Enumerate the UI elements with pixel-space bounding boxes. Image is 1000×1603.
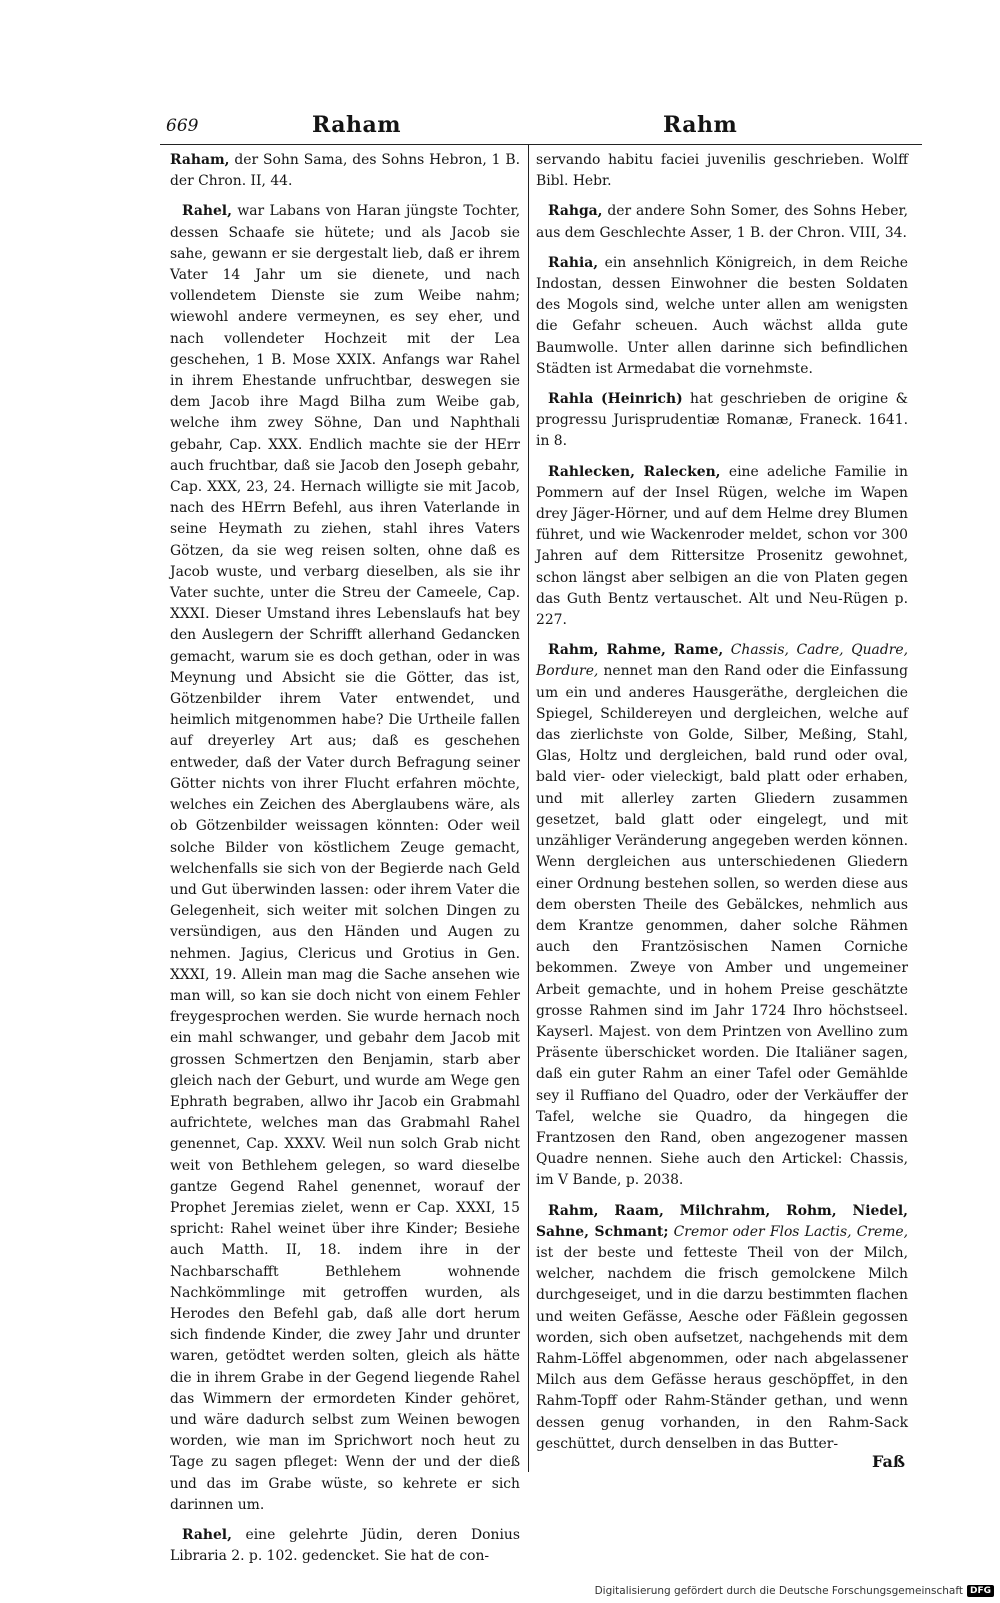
entry-rahm-rahme — [536, 640, 908, 1191]
entry-keyword: Rahel, — [182, 1527, 232, 1543]
entry-rahel — [170, 201, 520, 1516]
entry-latin: Cremor oder Flos Lactis, Creme, — [668, 1223, 909, 1240]
page-header — [160, 108, 922, 138]
left-column — [170, 150, 520, 1576]
continuation-text: servando habitu faciei juvenilis geschrieben. Wolff Bibl. Hebr. — [536, 152, 908, 190]
entry-raham — [170, 150, 520, 192]
entry-latin: Chassis, Cadre, Quadre, Bordure, — [536, 642, 908, 680]
right-running-head: Rahm — [663, 112, 738, 138]
column-divider — [528, 144, 529, 1472]
header-rule — [160, 144, 922, 145]
entry-text: eine gelehrte Jüdin, deren Donius Libraria 2. p. 102. gedencket. Sie hat de con- — [170, 1527, 520, 1565]
entry-rahel-juedin — [170, 1525, 520, 1567]
entry-text: der andere Sohn Somer, des Sohns Heber, aus dem Geschlechte Asser, 1 B. der Chron. VIII, 34. — [536, 203, 908, 241]
entry-text: ist der beste und fetteste Theil von der Milch, welcher, nachdem die frisch gemolckene Milch durchgeseiget, und in die darzu bestimmten flachen und weiten Gefässe, Aesche oder Fäßlein gegossen worden, sich oben aufsetzet, nachgehends mit dem Rahm-Löffel abgenommen, oder nach abgelassener Milch aus dem Gefässe heraus geschöpffet, in den Rahm-Topff oder Rahm-Ständer gethan, und wenn dessen genug vorhanden, in den Rahm-Sack geschüttet, durch denselben in das Butter- — [536, 1244, 908, 1452]
entry-text: war Labans von Haran jüngste Tochter, dessen Schaafe sie hütete; und als Jacob sie sahe, gewann er sie dergestalt lieb, daß er ihrem Vater 14 Jahr um sie dienete, und nach vollendetem Dienste sie zum Weibe nahm; wiewohl andere vermeynen, es sey eher, und nach vollendeter Hochzeit mit der Lea geschehen, 1 B. Mose XXIX. Anfangs war Rahel in ihrem Ehestande unfruchtbar, deswegen sie dem Jacob ihre Magd Bilha zum Weibe gab, welche ihm zwey Söhne, Dan und Naphthali gebahr, Cap. XXX. Endlich machte sie der HErr auch fruchtbar, daß sie Jacob den Joseph gebahr, Cap. XXX, 23, 24. Hernach willigte sie mit Jacob, nach des HErrn Befehl, aus ihren Vaterlande in seine Heymath zu ziehen, stahl ihres Vaters Götzen, da sie weg reisen solten, ohne daß es Jacob wuste, und verbarg dieselben, als sie ihr Vater suchte, unter die Streu der Cameele, Cap. XXXI. Dieser Umstand ihres Lebenslaufs hat bey den Auslegern der Schrifft allerhand Gedancken gemacht, warum sie es doch gethan, oder in was Meynung und Absicht sie die Götter, das ist, Götzenbilder ihrem Vater entwendet, und heimlich mitgenommen habe? Die Urtheile fallen auf dreyerley Art aus; daß es geschehen entweder, daß der Vater durch Befragung seiner Götter nichts von ihrer Flucht erfahren möchte, welches ein Zeichen des Aberglaubens wäre, als ob Götzenbilder weissagen könnten: Oder weil solche Bilder von köstlichem Zeuge gemacht, welchenfalls sie sich von der Begierde nach Geld und Gut überwinden lassen: oder ihrem Vater die Gelegenheit, sich weiter mit solchen Dingen zu versündigen, aus den Händen und Augen zu nehmen. Jagius, Clericus und Grotius in Gen. XXXI, 19. Allein man mag die Sache ansehen wie man will, so kan sie doch nicht von einem Fehler freygesprochen werden. Sie wurde hernach noch ein mahl schwanger, und gebahr dem Jacob mit grossen Schmertzen den Benjamin, starb aber gleich nach der Geburt, und wurde am Wege gen Ephrath begraben, allwo ihr Jacob ein Grabmahl aufrichtete, welches man das Grabmahl Rahel genennet, Cap. XXXV. Weil nun solch Grab nicht weit von Bethlehem gelegen, so ward dieselbe gantze Gegend Rahel genennet, worauf der Prophet Jeremias zielet, wenn er Cap. XXXI, 15 spricht: Rahel weinet über ihre Kinder; Besiehe auch Matth. II, 18. indem ihre in der Nachbarschafft Bethlehem wohnende Nachkömmlinge mit getroffen wurden, als Herodes den Befehl gab, daß alle dort herum sich findende Kinder, die zwey Jahr und drunter waren, getödtet werden solten, gleich als hätte die in ihrem Grabe in der Gegend liegende Rahel das Wimmern der ermordeten Kinder gehöret, und wäre dadurch selbst zum Weinen bewogen worden, wie man im Sprichwort noch heut zu Tage zu sagen pfleget: Wenn der und der dieß und das im Grabe wüste, so kehrete er sich darinnen um. — [170, 203, 520, 1513]
entry-rahm-milchrahm — [536, 1201, 908, 1455]
entry-rahia — [536, 253, 908, 380]
entry-keyword: Rahel, — [182, 203, 232, 220]
entry-text: nennet man den Rand oder die Einfassung um ein und anderes Hausgeräthe, dergleichen die Spiegel, Schildereyen und dergleichen, welche auf das zierlichste von Golde, Silber, Meßing, Stahl, Glas, Holtz und dergleichen, bald rund oder oval, bald vier- oder vieleckigt, bald platt oder erhaben, und mit allerley zarten Gliedern zusammen gesetzet, bald glatt oder eingelegt, und mit unzähliger Veränderung angegeben werden können. Wenn dergleichen aus unterschiedenen Gliedern einer Ordnung bestehen sollen, so werden diese aus dem obersten Theile des Gebälckes, nehmlich aus dem Krantze genommen, daher solche Rähmen auch den Frantzösischen Namen Corniche bekommen. Zweye von Amber und ungemeiner Arbeit gemachte, und in hohem Preise geschätzte grosse Rahmen sind im Jahr 1724 Ihro höchstseel. Kayserl. Majest. von dem Printzen von Avellino zum Präsente überschicket worden. Die Italiäner sagen, daß ein guter Rahm an einer Tafel oder Gemählde sey il Ruffiano del Quadro, oder der Verkäuffer der Tafel, welche sie Quadro, da hingegen die Frantzosen den Rand, oben angezogener massen Quadre nennen. Siehe auch den Artickel: Chassis, im V Bande, p. 2038. — [536, 663, 908, 1189]
entry-keyword: Rahlecken, Ralecken, — [548, 463, 721, 480]
left-running-head: Raham — [312, 112, 402, 138]
entry-keyword: Rahla (Heinrich) — [548, 391, 683, 408]
dfg-logo: DFG — [967, 1585, 994, 1597]
entry-text: eine adeliche Familie in Pommern auf der Insel Rügen, welche im Wapen drey Jäger-Hörner, und auf dem Helme drey Blumen führet, und wie Wackenroder meldet, schon vor 300 Jahren auf dem Rittersitze Prosenitz gewohnet, schon längst aber selbigen an die von Platen gegen das Guth Bentz vertauschet. Alt und Neu-Rügen p. 227. — [536, 463, 908, 629]
entry-keyword: Rahm, Raam, Milchrahm, Rohm, Niedel, Sahne, Schmant; — [536, 1202, 908, 1240]
catchword: Faß — [872, 1452, 906, 1471]
footer-credit: Digitalisierung gefördert durch die Deutsche Forschungsgemeinschaft — [594, 1585, 963, 1597]
entry-text: ein ansehnlich Königreich, in dem Reiche Indostan, dessen Einwohner die besten Soldaten des Mogols sind, welche unter allen am wenigsten die Gefahr scheuen. Auch wächst allda gute Baumwolle. Unter allen darinne sich befindlichen Städten ist Armedabat die vornehmste. — [536, 254, 908, 377]
entry-keyword: Rahm, Rahme, Rame, — [548, 642, 724, 659]
entry-keyword: Rahga, — [548, 203, 603, 220]
right-column — [536, 150, 908, 1464]
entry-text: der Sohn Sama, des Sohns Hebron, 1 B. der Chron. II, 44. — [170, 152, 520, 190]
book-page — [160, 100, 922, 1565]
entry-rahla — [536, 389, 908, 453]
entry-rahga — [536, 201, 908, 243]
entry-text: hat geschrieben de origine & progressu Jurisprudentiæ Romanæ, Franeck. 1641. in 8. — [536, 391, 908, 450]
digitization-footer — [595, 1585, 994, 1597]
entry-rahlecken — [536, 462, 908, 632]
entry-keyword: Rahia, — [548, 254, 599, 271]
entry-keyword: Raham, — [170, 152, 230, 168]
page-number: 669 — [166, 116, 199, 136]
